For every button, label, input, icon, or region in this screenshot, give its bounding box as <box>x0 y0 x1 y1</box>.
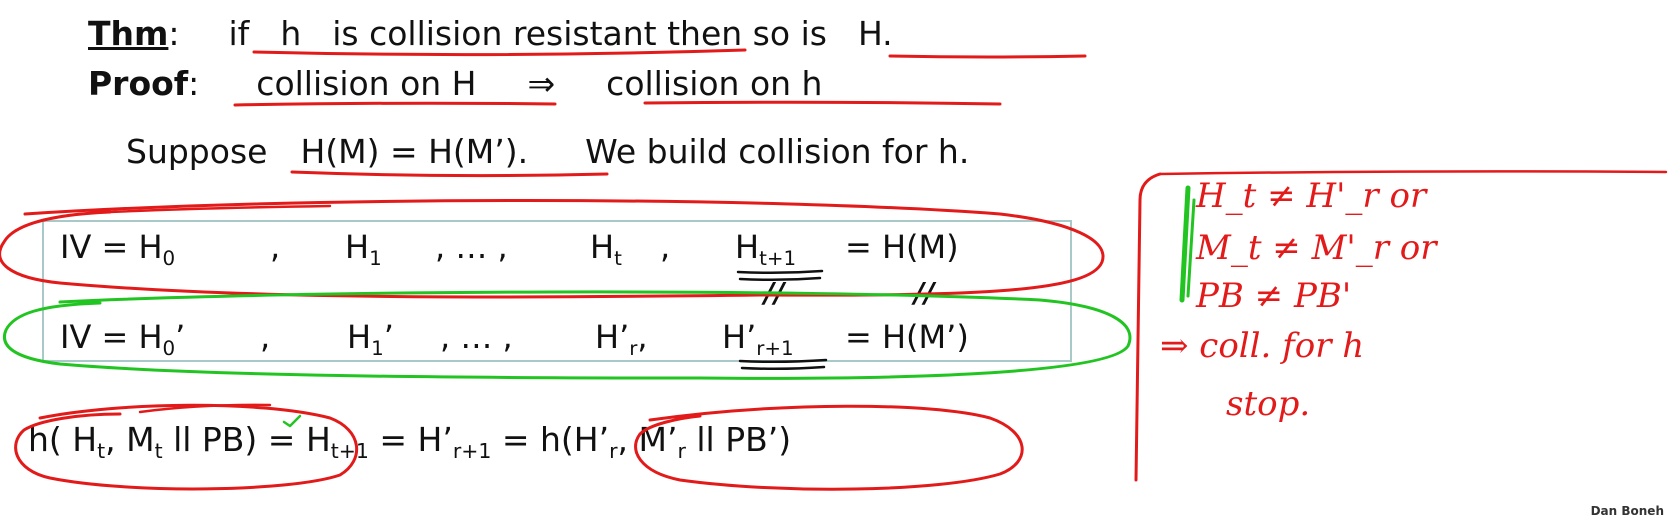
chain2-hr-text: H’ <box>595 318 630 356</box>
bottom-lhs-a: h( H <box>28 420 98 459</box>
chain2-iv-prime: ’ <box>175 318 186 356</box>
bottom-eq2: = H’ <box>368 420 453 459</box>
theorem-colon: : <box>168 14 180 53</box>
chain1-iv-text: IV = H <box>60 228 163 266</box>
ink-bracket-left <box>1136 174 1160 480</box>
chain2-iv-sub: 0 <box>162 336 176 360</box>
suppose-prefix: Suppose <box>126 132 268 171</box>
chain1-h1-sub: 1 <box>369 246 382 270</box>
chain2-hr1-text: H’ <box>722 318 757 356</box>
ink-double-underline-bottom-1 <box>740 360 826 362</box>
chain2-hr1-sub: r+1 <box>756 336 794 360</box>
note-line-1: H_t ≠ H'_r or <box>1196 176 1427 216</box>
proof-left: collision on H <box>256 64 477 103</box>
theorem-label: Thm <box>88 14 169 53</box>
ink-ellipse-red <box>0 201 1103 298</box>
ink-ellipse-bottom-left <box>16 405 357 489</box>
ink-green-bar <box>1182 188 1188 300</box>
ink-underline-thm <box>254 50 745 55</box>
note-line-3: PB ≠ PB' <box>1196 276 1352 316</box>
chain1-h1-text: H <box>345 228 370 266</box>
ink-double-underline-bottom-2 <box>742 367 824 369</box>
chain1-ht-sub: t <box>614 246 622 270</box>
ink-underline-proof-left <box>235 103 555 105</box>
bottom-eq3-b: , M’ <box>617 420 678 459</box>
bottom-lhs-a-sub: t <box>97 439 106 464</box>
author-credit: Dan Boneh <box>1590 504 1664 518</box>
chain2-iv-text: IV = H <box>60 318 163 356</box>
proof-right: collision on h <box>606 64 823 103</box>
chain1-iv-sub: 0 <box>162 246 176 270</box>
chain2-h1-text: H <box>347 318 372 356</box>
ink-ellipse-green <box>4 292 1130 378</box>
bottom-lhs-b: , M <box>105 420 155 459</box>
chain2-h1-prime: ’ <box>383 318 394 356</box>
equality-mark-left: // <box>764 276 785 309</box>
ink-double-underline-top-2 <box>740 278 820 280</box>
bottom-eq3-sub: r <box>609 439 618 464</box>
chain1-ht1-text: H <box>735 228 760 266</box>
chain1-ht1-sub: t+1 <box>759 246 797 270</box>
proof-colon: : <box>188 64 200 103</box>
bottom-eq1: = H <box>257 420 331 459</box>
ink-underline-H <box>890 56 1085 57</box>
proof-label: Proof <box>88 64 189 103</box>
chain2-hr-comma: , <box>637 318 648 356</box>
chain2-comma1: , <box>260 318 271 356</box>
note-line-2: M_t ≠ M'_r or <box>1196 228 1437 268</box>
chain1-dots: , … , <box>435 228 508 266</box>
theorem-then: then so <box>667 14 791 53</box>
theorem-main-text: is collision resistant <box>332 14 657 53</box>
ink-bracket-top <box>1160 171 1666 174</box>
bottom-eq3-b-sub: r <box>677 439 686 464</box>
bottom-eq3-c: ll PB’) <box>685 420 792 459</box>
chain1-comma2: , <box>660 228 671 266</box>
chain2-h1-sub: 1 <box>371 336 384 360</box>
suppose-equation: H(M) = H(M’). <box>300 132 529 171</box>
theorem-is: is <box>800 14 827 53</box>
ink-ellipse-bottom-right <box>636 406 1023 489</box>
chain2-hr-sub: r <box>629 336 638 360</box>
ink-green-check <box>284 416 300 426</box>
note-line-5: stop. <box>1226 384 1311 424</box>
suppose-suffix: We build collision for h. <box>585 132 970 171</box>
bottom-eq2-sub: r+1 <box>452 439 492 464</box>
bottom-eq1-sub: t+1 <box>330 439 369 464</box>
note-line-4: ⇒ coll. for h <box>1160 326 1365 366</box>
chain1-result: = H(M) <box>845 228 959 266</box>
chain1-comma1: , <box>270 228 281 266</box>
ink-double-underline-top-1 <box>738 271 822 273</box>
chain1-ht-text: H <box>590 228 615 266</box>
theorem-H-var: H. <box>857 14 893 53</box>
chain2-dots: , … , <box>440 318 513 356</box>
bottom-lhs-c: ll PB) <box>162 420 258 459</box>
equality-mark-right: // <box>914 276 935 309</box>
ink-underline-proof-right <box>645 102 1000 104</box>
ink-underline-suppose <box>292 172 607 176</box>
theorem-h-var: h <box>280 14 302 53</box>
proof-arrow: ⇒ <box>527 64 556 103</box>
chain2-result: = H(M’) <box>845 318 969 356</box>
bottom-lhs-b-sub: t <box>154 439 163 464</box>
bottom-eq3: = h(H’ <box>491 420 610 459</box>
theorem-if: if <box>228 14 250 53</box>
